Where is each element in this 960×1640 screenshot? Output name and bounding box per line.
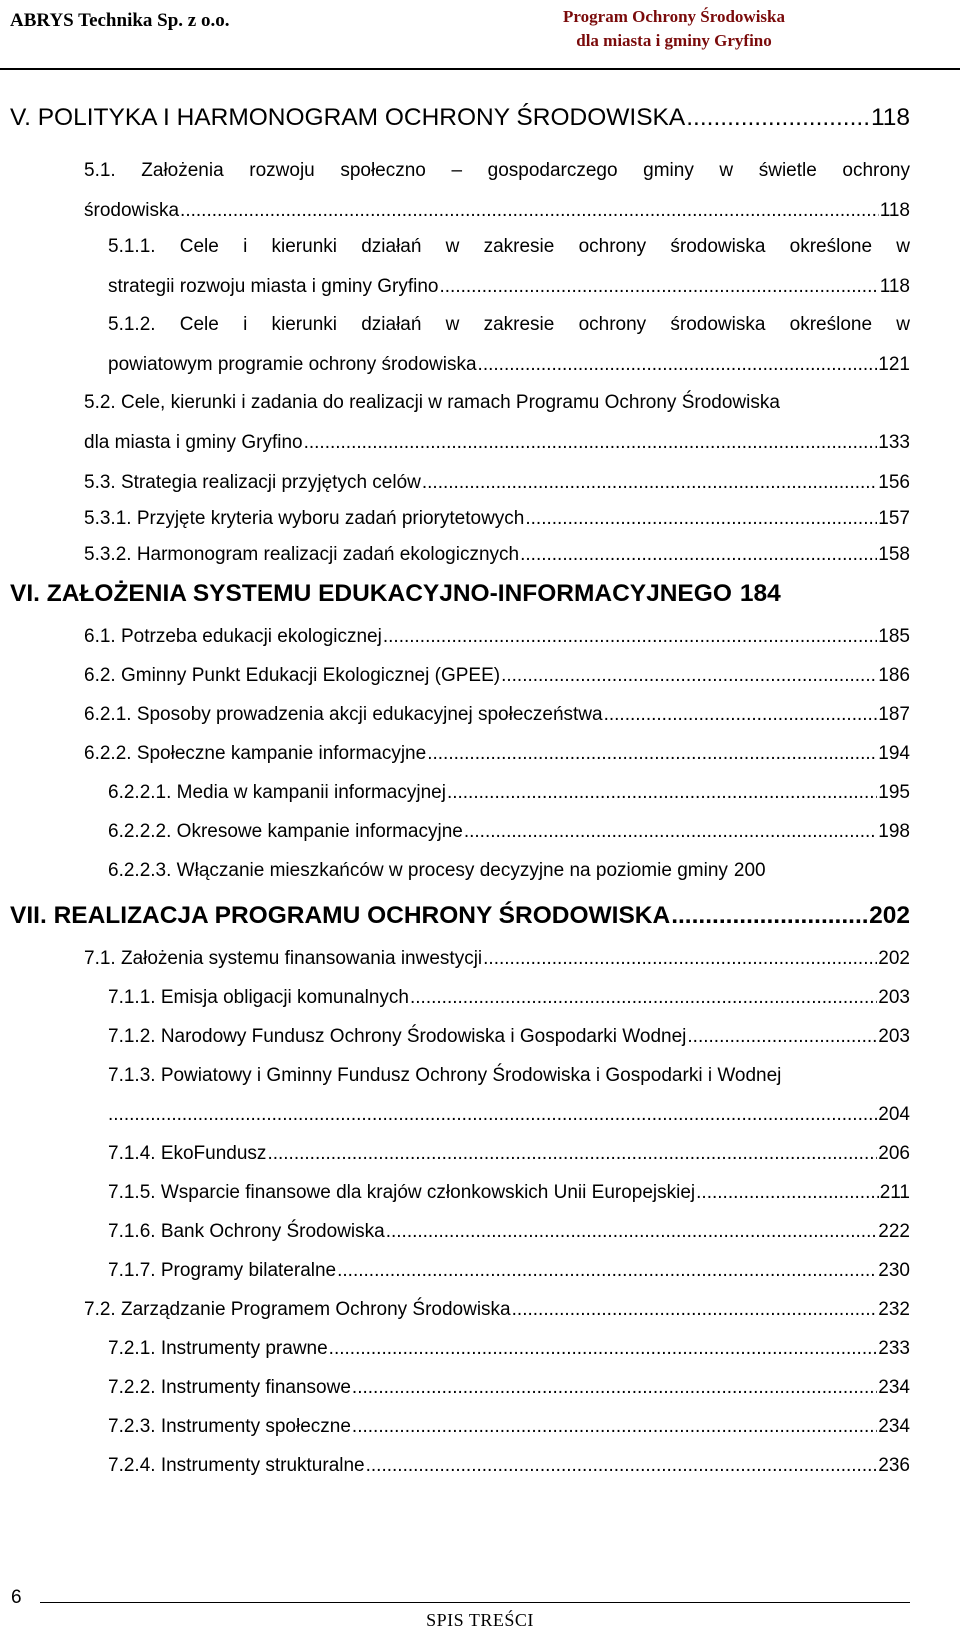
toc-entry-6-2-1[interactable] [84,704,910,726]
toc-page-number: 206 [878,1143,910,1164]
toc-page-number: 234 [878,1416,910,1437]
toc-entry-chapter-vii[interactable] [10,902,910,930]
toc-page-number: 202 [878,948,910,969]
toc-dot-leader [604,704,878,726]
toc-entry-6-2[interactable] [84,665,910,687]
toc-dot-leader [447,782,877,804]
toc-entry-text: 7.2.2. Instrumenty finansowe [108,1377,351,1398]
toc-entry-text: 7.1. Założenia systemu finansowania inwestycji [84,948,483,969]
toc-entry-text: 7.1.1. Emisja obligacji komunalnych [108,987,409,1008]
toc-entry-text: strategii rozwoju miasta i gminy Gryfino [108,276,439,297]
toc-dot-leader [180,200,879,222]
toc-dot-leader [696,1182,879,1204]
toc-entry-7-2[interactable] [84,1299,910,1321]
toc-dot-leader [386,1221,878,1243]
toc-entry-6-1[interactable] [84,626,910,648]
toc-entry-7-1-5[interactable] [108,1182,910,1204]
toc-entry-5-1-line1[interactable]: 5.1. Założenia rozwoju społeczno – gospodarczego gminy w świetle ochrony [84,160,910,181]
toc-page-number: 234 [878,1377,910,1398]
toc-entry-chapter-v[interactable] [10,104,910,132]
toc-dot-leader [483,948,877,970]
toc-entry-text: powiatowym programie ochrony środowiska [108,354,477,375]
toc-dot-leader [427,743,877,765]
toc-entry-text: środowiska [84,200,180,221]
toc-entry-5-3-2[interactable] [84,544,910,566]
toc-entry-text: 5.3.1. Przyjęte kryteria wyboru zadań priorytetowych [84,508,525,529]
page-header [0,0,960,70]
toc-entry-5-1-1[interactable] [108,276,910,298]
toc-entry-5-1-2-line1[interactable]: 5.1.2. Cele i kierunki działań w zakresie ochrony środowiska określone w [108,314,910,335]
toc-page-number: 158 [878,544,910,565]
toc-page-number: 187 [878,704,910,725]
toc-dot-leader [352,1377,877,1399]
toc-dot-leader [352,1416,877,1438]
toc-dot-leader [304,432,878,454]
toc-dot-leader [337,1260,877,1282]
toc-entry-text: 7.1.2. Narodowy Fundusz Ochrony Środowiska i Gospodarki Wodnej [108,1026,687,1047]
program-title [563,5,785,53]
toc-entry-5-1-2[interactable] [108,354,910,376]
toc-entry-6-2-2[interactable] [84,743,910,765]
toc-entry-text: 7.2.1. Instrumenty prawne [108,1338,328,1359]
toc-entry-text: 7.1.5. Wsparcie finansowe dla krajów członkowskich Unii Europejskiej [108,1182,696,1203]
toc-entry-text: 7.1.7. Programy bilateralne [108,1260,337,1281]
toc-entry-7-2-4[interactable] [108,1455,910,1477]
footer-divider [40,1602,910,1603]
footer-section-title: SPIS TREŚCI [426,1610,534,1630]
program-title-line1: Program Ochrony Środowiska [563,7,785,26]
toc-page-number: 230 [878,1260,910,1281]
toc-entry-6-2-2-2[interactable] [108,821,910,843]
toc-dot-leader [329,1338,878,1360]
toc-dot-leader [267,1143,877,1165]
toc-page-number: 198 [878,821,910,842]
toc-dot-leader [464,821,877,843]
toc-entry-text: 6.2. Gminny Punkt Edukacji Ekologicznej (GPEE) [84,665,501,686]
page-number: 6 [11,1587,22,1608]
toc-entry-7-1-7[interactable] [108,1260,910,1282]
toc-page-number: 157 [878,508,910,529]
toc-page-number: 233 [878,1338,910,1359]
toc-page-number: 118 [870,104,910,131]
toc-page-number: 186 [878,665,910,686]
program-title-line2: dla miasta i gminy Gryfino [576,31,772,50]
toc-entry-7-1-2[interactable] [108,1026,910,1048]
toc-dot-leader [422,472,877,494]
header-divider [0,68,960,70]
toc-dot-leader [366,1455,878,1477]
toc-entry-text: 6.2.2.2. Okresowe kampanie informacyjne [108,821,463,842]
toc-entry-5-3[interactable] [84,472,910,494]
toc-entry-text: 7.2. Zarządzanie Programem Ochrony Środowiska [84,1299,511,1320]
toc-dot-leader [512,1299,878,1321]
toc-page-number: 222 [878,1221,910,1242]
toc-entry-text: 5.3.2. Harmonogram realizacji zadań ekologicznych [84,544,520,565]
toc-entry-7-1-1[interactable] [108,987,910,1009]
toc-page-number: 185 [878,626,910,647]
toc-entry-7-1[interactable] [84,948,910,970]
toc-dot-leader [383,626,877,648]
toc-page-number: 194 [878,743,910,764]
toc-page-number: 195 [878,782,910,803]
toc-page-number: 202 [869,902,910,929]
toc-entry-7-2-3[interactable] [108,1416,910,1438]
toc-page-number: 200 [733,860,766,881]
toc-dot-leader [686,104,870,132]
toc-dot-leader [687,1026,877,1048]
toc-entry-text: 7.1.6. Bank Ochrony Środowiska [108,1221,385,1242]
toc-entry-5-3-1[interactable] [84,508,910,530]
company-name: ABRYS Technika Sp. z o.o. [10,10,230,31]
toc-entry-text: 6.2.2.3. Włączanie mieszkańców w procesy decyzyjne na poziomie gminy [108,860,728,881]
toc-page-number: 211 [879,1182,910,1203]
toc-entry-text: 7.2.4. Instrumenty strukturalne [108,1455,365,1476]
toc-entry-5-2[interactable] [84,432,910,454]
toc-entry-7-1-6[interactable] [108,1221,910,1243]
toc-page-number: 156 [878,472,910,493]
toc-entry-7-1-3[interactable] [108,1104,910,1126]
toc-dot-leader [478,354,878,376]
toc-entry-5-1-1-line1[interactable]: 5.1.1. Cele i kierunki działań w zakresie ochrony środowiska określone w [108,236,910,257]
toc-entry-text: VII. REALIZACJA PROGRAMU OCHRONY ŚRODOWISKA [10,902,671,929]
toc-entry-text: 6.1. Potrzeba edukacji ekologicznej [84,626,382,647]
toc-entry-text: 7.2.3. Instrumenty społeczne [108,1416,351,1437]
toc-entry-7-1-4[interactable] [108,1143,910,1165]
toc-entry-6-2-2-1[interactable] [108,782,910,804]
toc-entry-text: 5.3. Strategia realizacji przyjętych celów [84,472,421,493]
toc-page-number: 204 [878,1104,910,1125]
toc-entry-5-2-line1[interactable]: 5.2. Cele, kierunki i zadania do realizacji w ramach Programu Ochrony Środowiska [84,392,780,413]
toc-entry-text: 7.1.4. EkoFundusz [108,1143,267,1164]
toc-page-number: 184 [739,580,781,607]
toc-page-number: 118 [879,276,910,297]
toc-page-number: 133 [878,432,910,453]
toc-dot-leader [671,902,868,930]
toc-entry-text: VI. ZAŁOŻENIA SYSTEMU EDUKACYJNO-INFORMACYJNEGO [10,580,732,607]
toc-entry-7-2-2[interactable] [108,1377,910,1399]
toc-page-number: 232 [878,1299,910,1320]
toc-dot-leader [525,508,877,530]
toc-entry-text: 6.2.2.1. Media w kampanii informacyjnej [108,782,446,803]
toc-entry-7-2-1[interactable] [108,1338,910,1360]
toc-dot-leader [501,665,877,687]
toc-page-number: 121 [878,354,910,375]
toc-page-number: 203 [878,987,910,1008]
toc-dot-leader [440,276,879,298]
toc-entry-5-1[interactable] [84,200,910,222]
toc-dot-leader [410,987,877,1009]
toc-dot-leader [520,544,877,566]
toc-entry-chapter-vi[interactable] [10,580,910,608]
toc-entry-6-2-2-3[interactable] [108,860,910,882]
toc-entry-7-1-3-line1[interactable]: 7.1.3. Powiatowy i Gminny Fundusz Ochrony Środowiska i Gospodarki i Wodnej [108,1065,782,1086]
toc-entry-text: dla miasta i gminy Gryfino [84,432,303,453]
toc-page-number: 118 [879,200,910,221]
toc-page-number: 203 [878,1026,910,1047]
toc-page-number: 236 [878,1455,910,1476]
toc-entry-text: 6.2.2. Społeczne kampanie informacyjne [84,743,427,764]
toc-entry-text: V. POLITYKA I HARMONOGRAM OCHRONY ŚRODOWISKA [10,104,686,131]
toc-dot-leader [108,1104,877,1126]
toc-entry-text: 6.2.1. Sposoby prowadzenia akcji edukacyjnej społeczeństwa [84,704,603,725]
